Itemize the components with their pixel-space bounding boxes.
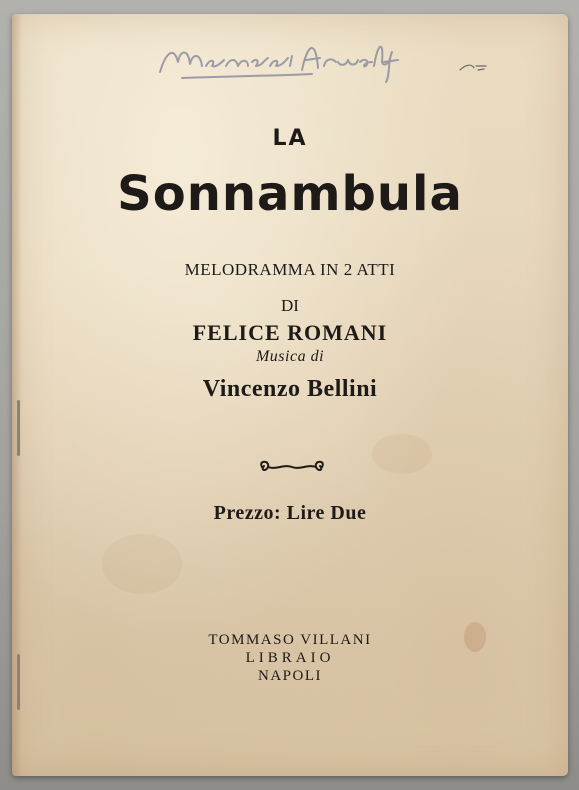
staple	[17, 400, 20, 456]
pencil-mark	[458, 60, 488, 74]
publisher-name: TOMMASO VILLANI	[208, 632, 372, 648]
subtitle: MELODRAMMA IN 2 ATTI	[184, 260, 396, 279]
composer-name: Vincenzo Bellini	[202, 376, 378, 402]
stain	[372, 434, 432, 474]
publisher-role: LIBRAIO	[245, 650, 335, 666]
music-by-label: Musica di	[255, 348, 325, 365]
by-label: DI	[281, 296, 299, 315]
booklet-cover	[12, 14, 568, 776]
price-label: Prezzo: Lire Due	[213, 502, 367, 524]
title-article: LA	[272, 126, 308, 151]
author-name: FELICE ROMANI	[192, 320, 388, 345]
page-title: Sonnambula	[117, 166, 463, 222]
publisher-city: NAPOLI	[258, 668, 322, 684]
handwritten-signature	[152, 32, 422, 88]
ornament-divider-icon	[256, 458, 328, 476]
stain	[102, 534, 182, 594]
